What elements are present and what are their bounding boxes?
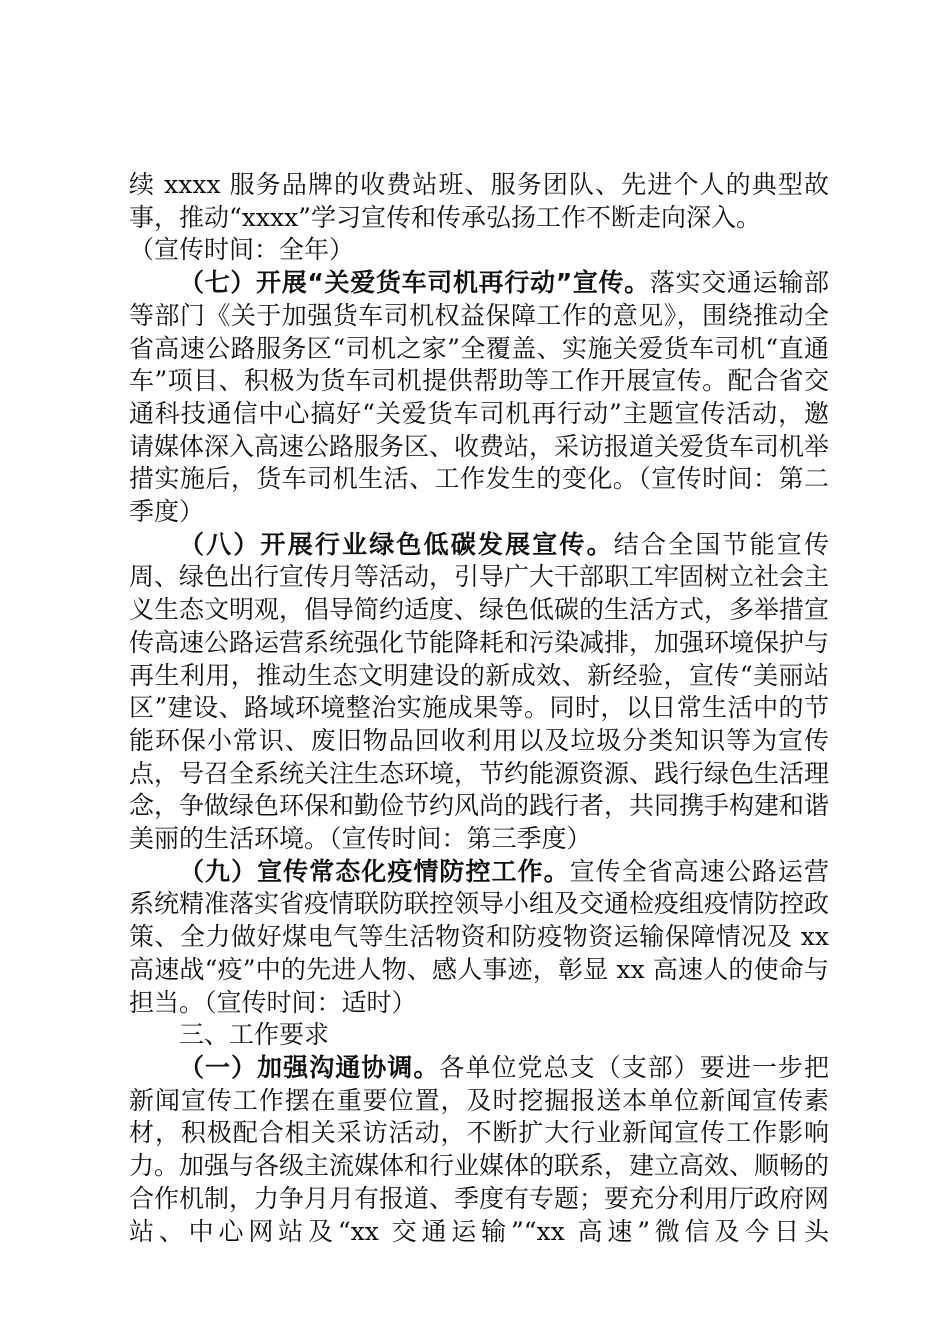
publicity-time-note: （宣传时间：适时） (204, 987, 417, 1017)
paragraph-communication-coordination (129, 1052, 829, 1248)
publicity-time-note: （宣传时间：第三季度） (329, 824, 592, 854)
paragraph-text: 结合全国节能宣传周、绿色出行宣传月等活动，引导广大干部职工牢固树立社会主义生态文明观，倡导简约适度、绿色低碳的生活方式，多举措宣传高速公路运营系统强化节能降耗和污染减排，加强环境保护与再生利用，推动生态文明建设的新成效、新经验，宣传“美丽站区”建设、路域环境整治实施成果等。同时，以日常生活中的节能环保小常识、废旧物品回收利用以及垃圾分类知识等为宣传点，号召全系统关注生态环境，节约能源资源、践行绿色生活理念，争做绿色环保和勤俭节约风尚的践行者，共同携手构建和谐美丽的生活环境。 (129, 529, 830, 854)
section-heading: （八）开展行业绿色低碳发展宣传。 (179, 529, 614, 559)
section-heading: （九）宣传常态化疫情防控工作。 (179, 856, 570, 886)
publicity-time-note: （宣传时间：第二季度） (129, 464, 829, 527)
section-title: 三、工作要求 (179, 1020, 330, 1050)
paragraph-text: 续 xxxx 服务品牌的收费站班、服务团队、先进个人的典型故事，推动“xxxx”学习宣传和传承弘扬工作不断走向深入。 (129, 170, 829, 232)
section-heading: （七）开展“关爱货车司机再行动”宣传。 (179, 268, 650, 298)
paragraph-epidemic-prevention (129, 856, 829, 1020)
publicity-time-note: （宣传时间：全年） (129, 235, 355, 265)
paragraph-text: 各单位党总支（支部）要进一步把新闻宣传工作摆在重要位置，及时挖掘报送本单位新闻宣传素材，积极配合相关采访活动，不断扩大行业新闻宣传工作影响力。加强与各级主流媒体和行业媒体的联系，建立高效、顺畅的合作机制，力争月月有报道、季度有专题；要充分利用厅政府网站、中心网站及“xx 交通运输”“xx 高速”微信及今日头 (129, 1052, 830, 1246)
paragraph-text: 落实交通运输部等部门《关于加强货车司机权益保障工作的意见》，围绕推动全省高速公路服务区“司机之家”全覆盖、实施关爱货车司机“直通车”项目、积极为货车司机提供帮助等工作开展宣传。配合省交通科技通信中心搞好“关爱货车司机再行动”主题宣传活动，邀请媒体深入高速公路服务区、收费站，采访报道关爱货车司机举措实施后，货车司机生活、工作发生的变化。 (129, 268, 830, 494)
paragraph-continued-story (129, 169, 829, 267)
document-body (129, 169, 829, 1248)
section-heading: （一）加强沟通协调。 (179, 1052, 440, 1082)
paragraph-truck-driver-care (129, 267, 829, 529)
section-title-work-requirements (129, 1019, 829, 1052)
paragraph-green-low-carbon (129, 529, 829, 856)
paragraph-text: 宣传全省高速公路运营系统精准落实省疫情联防联控领导小组及交通检疫组疫情防控政策、全力做好煤电气等生活物资和防疫物资运输保障情况及 xx 高速战“疫”中的先进人物、感人事迹，彰显 xx 高速人的使命与担当。 (129, 856, 830, 1017)
